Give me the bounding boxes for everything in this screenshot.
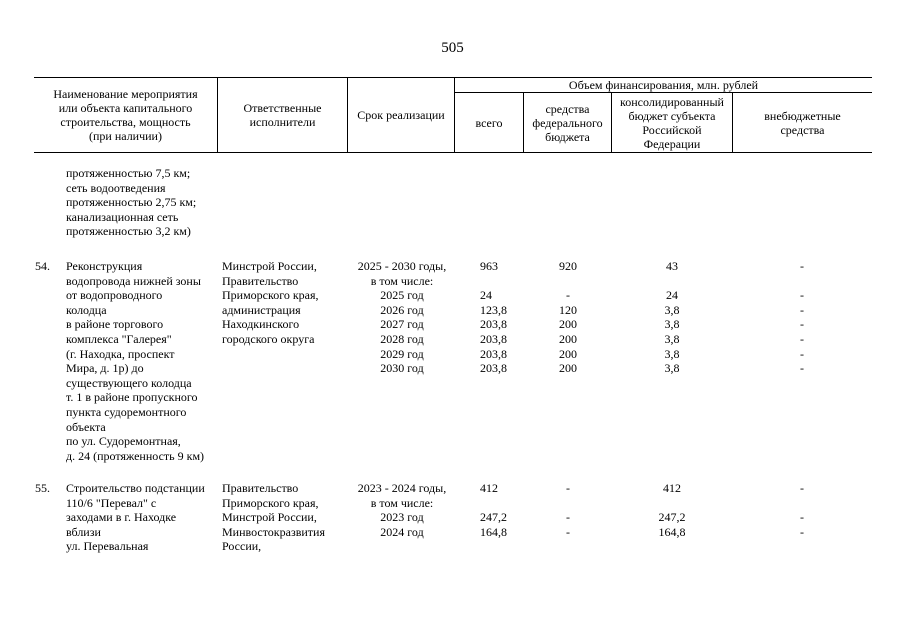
row-54-federal [548, 259, 588, 376]
total-line: 123,8 [480, 302, 507, 317]
extra-line: - [800, 481, 804, 495]
total-line: 203,8 [480, 346, 507, 361]
total-line: 203,8 [480, 317, 507, 332]
regional-line [652, 274, 692, 289]
regional-line: 412 [663, 481, 681, 495]
row-55-federal [548, 481, 588, 539]
page-number: 505 [441, 40, 464, 56]
extra-line: - [800, 510, 804, 525]
term-line: 2027 год [380, 317, 424, 332]
extra-line: - [800, 361, 804, 376]
row-55-executors: Правительство Приморского края, Минстрой России, Минвостокразвития России, [222, 481, 325, 554]
row-55-name: Строительство подстанции 110/6 "Перевал" с заходами в г. Находке вблизи ул. Перевальная [66, 481, 205, 554]
term-line: 2025 год [380, 288, 424, 303]
row-55-number: 55. [35, 481, 50, 495]
federal-line: 200 [559, 331, 577, 346]
total-line: 963 [480, 259, 498, 273]
term-line: 2029 год [380, 346, 424, 361]
term-line: в том числе: [370, 273, 434, 288]
federal-line: - [566, 288, 570, 303]
total-line [480, 496, 520, 511]
extra-line: - [800, 302, 804, 317]
extra-line: - [800, 288, 804, 303]
row-55-total [480, 481, 520, 539]
extra-line: - [800, 259, 804, 273]
total-line: 164,8 [480, 524, 507, 539]
term-line: 2025 - 2030 годы, [357, 259, 447, 273]
federal-line: - [566, 481, 570, 495]
header-executors: Ответственные исполнители [243, 101, 322, 129]
row-54-term [350, 259, 454, 376]
extra-line: - [800, 317, 804, 332]
federal-line: - [566, 524, 570, 539]
regional-line [652, 496, 692, 511]
row-54-executors: Минстрой России, Правительство Приморского края, администрация Находкинского городского округа [222, 259, 319, 346]
header-federal: средства федерального бюджета [532, 101, 603, 144]
header-funding-group: Объем финансирования, млн. рублей [568, 78, 759, 92]
header-name: Наименование мероприятия или объекта капитального строительства, мощность (при наличии) [53, 87, 198, 143]
regional-line: 3,8 [664, 317, 680, 332]
regional-line: 3,8 [664, 361, 680, 376]
row-54-regional [652, 259, 692, 376]
total-line [480, 274, 520, 289]
total-line: 247,2 [480, 510, 507, 525]
term-line: 2028 год [380, 331, 424, 346]
row-55-extra [792, 481, 812, 539]
regional-line: 247,2 [658, 510, 686, 525]
term-line: 2030 год [380, 361, 424, 376]
federal-line [548, 274, 588, 289]
header-bottom-rule [34, 152, 872, 153]
federal-line: 200 [559, 317, 577, 332]
term-line: 2023 год [380, 510, 424, 525]
regional-line: 43 [666, 259, 678, 273]
regional-line: 3,8 [664, 302, 680, 317]
federal-line: 920 [559, 259, 577, 273]
header-regional: консолидированный бюджет субъекта Российской Федерации [620, 94, 724, 151]
header-total: всего [475, 115, 503, 130]
header-term: Срок реализации [357, 108, 445, 122]
term-line: в том числе: [370, 495, 434, 510]
extra-line: - [800, 524, 804, 539]
continuation-text: протяженностью 7,5 км; сеть водоотведения протяженностью 2,75 км; канализационная сеть протяженностью 3,2 км) [66, 166, 197, 239]
row-55-regional [652, 481, 692, 539]
row-54-number: 54. [35, 259, 50, 273]
row-54-extra [792, 259, 812, 376]
row-54-total [480, 259, 520, 376]
federal-line: 200 [559, 361, 577, 376]
extra-line [792, 274, 812, 289]
term-line: 2023 - 2024 годы, [357, 481, 447, 495]
total-line: 203,8 [480, 361, 507, 376]
federal-line: 200 [559, 346, 577, 361]
total-line: 203,8 [480, 331, 507, 346]
federal-line: 120 [559, 302, 577, 317]
federal-line [548, 496, 588, 511]
regional-line: 164,8 [658, 524, 686, 539]
row-55-term [350, 481, 454, 539]
regional-line: 24 [666, 288, 678, 303]
regional-line: 3,8 [664, 331, 680, 346]
term-line: 2024 год [380, 524, 424, 539]
row-54-name: Реконструкция водопровода нижней зоны от водопроводного колодца в районе торгового комплекса "Галерея" (г. Находка, проспект Мира, д. 1р) до существующего колодца т. 1 в районе пропускного пункта судоремонтного объекта по ул. Судоремонтная, д. 24 (протяженность 9 км) [66, 259, 205, 463]
total-line: 412 [480, 481, 498, 495]
header-extra: внебюджетные средства [764, 108, 841, 137]
extra-line: - [800, 346, 804, 361]
term-line: 2026 год [380, 302, 424, 317]
regional-line: 3,8 [664, 346, 680, 361]
federal-line: - [566, 510, 570, 525]
extra-line: - [800, 331, 804, 346]
extra-line [792, 496, 812, 511]
total-line: 24 [480, 288, 492, 303]
